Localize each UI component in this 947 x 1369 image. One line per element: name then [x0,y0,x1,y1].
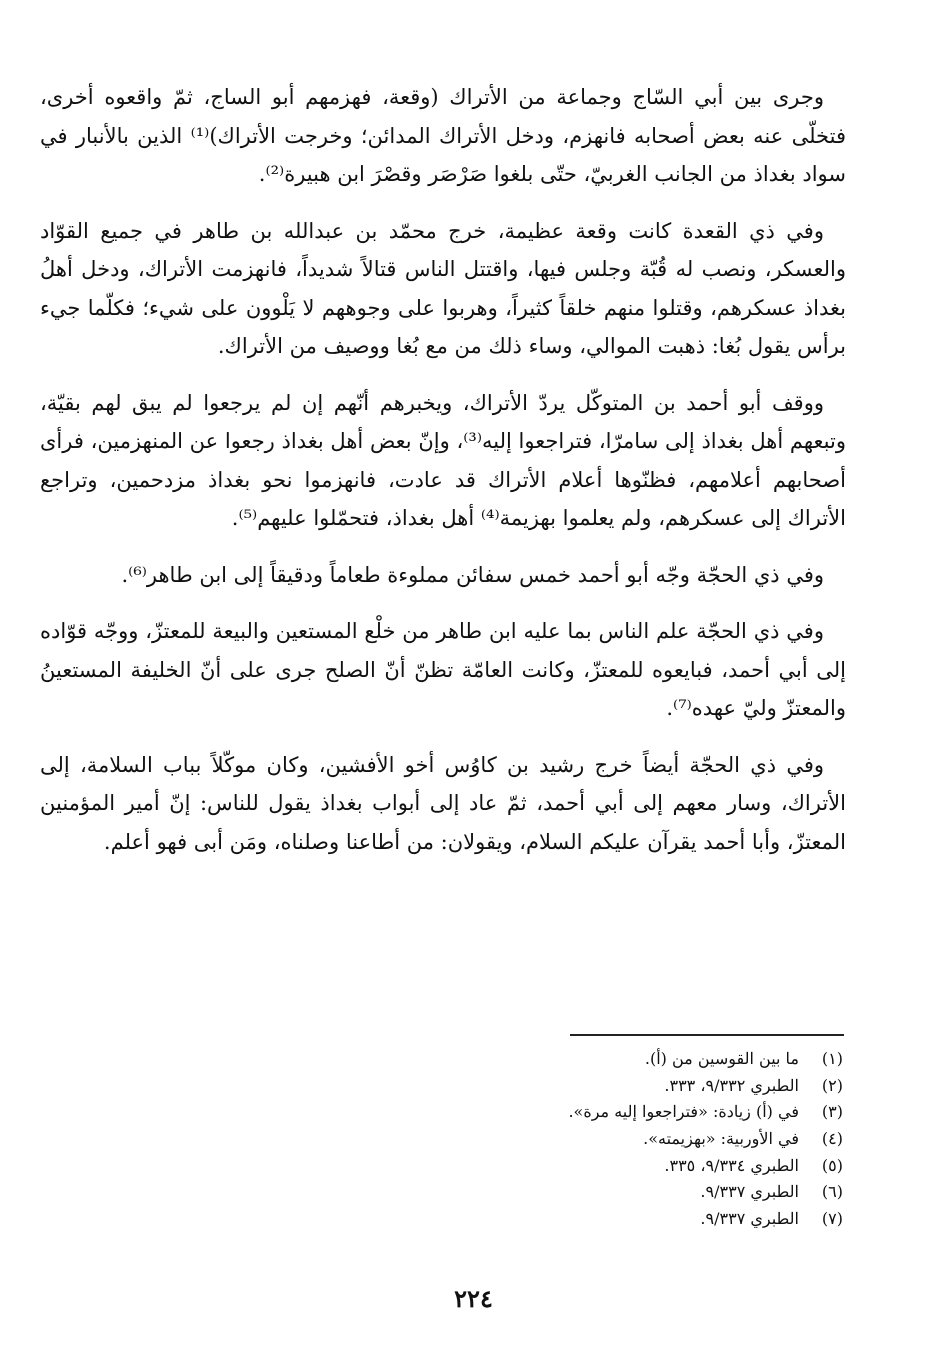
footnote [283,1046,843,1073]
footnote-number: (٢) [821,1075,843,1095]
paragraph: وجرى بين أبي السّاج وجماعة من الأتراك (وقعة، فهزمهم أبو الساج، ثمّ واقعوه أخرى، فتخلّى عنه بعض أصحابه فانهزم، ودخل الأتراك المدائن؛ وخرجت الأتراك)⁽¹⁾ الذين بالأنبار في سواد بغداذ من الجانب الغربيّ، حتّى بلغوا صَرْصَر وقصْرَ ابن هبيرة⁽²⁾. [40,85,846,186]
footnote-number: (٦) [821,1182,843,1202]
footnote-number: (١) [821,1049,843,1068]
footnote [283,1153,843,1180]
footnote-text: الطبري ٩/٣٣٧. [700,1209,799,1229]
paragraph: وفي ذي الحجّة علم الناس بما عليه ابن طاهر من خلْع المستعين والبيعة للمعتزّ، ووجّه قوّاده إلى أبي أحمد، فبايعوه للمعتزّ، وكانت العامّة تظنّ أنّ الصلح جرى على أنّ الخليفة المستعينُ والمعتزّ وليّ عهده⁽⁷⁾. [40,619,846,720]
paragraph: وفي ذي الحجّة وجّه أبو أحمد خمس سفائن مملوءة طعاماً ودقيقاً إلى ابن طاهر⁽⁶⁾. [121,562,824,587]
footnote-text: في الأوربية: «بهزيمته». [643,1129,799,1149]
footnote-text: الطبري ٩/٣٣٢، ٣٣٣. [664,1075,799,1095]
footnote [283,1179,843,1206]
footnote-number: (٤) [821,1129,843,1149]
footnote-number: (٧) [821,1209,843,1229]
footnote-text: الطبري ٩/٣٣٤، ٣٣٥. [664,1155,799,1175]
footnote-text: الطبري ٩/٣٣٧. [700,1182,799,1202]
main-text [40,78,846,879]
footnote-text: ما بين القوسين من (أ). [644,1049,799,1068]
page-number: ٢٢٤ [454,1284,493,1313]
paragraph: ووقف أبو أحمد بن المتوكّل يردّ الأتراك، ويخبرهم أنّهم إن لم يرجعوا لم يبق لهم بقيّة، وتبعهم أهل بغداذ إلى سامرّا، فتراجعوا إليه⁽³⁾، وإنّ بعض أهل بغداذ رجعوا عن المنهزمين، فرأى أصحابهم أعلامهم، فظنّوها أعلام الأتراك قد عادت، فانهزموا نحو بغداذ مزدحمين، وتراجع الأتراك إلى عسكرهم، ولم يعلموا بهزيمة⁽⁴⁾ أهل بغداذ، فتحمّلوا عليهم⁽⁵⁾. [40,390,846,530]
paragraph: وفي ذي الحجّة أيضاً خرج رشيد بن كاوُس أخو الأفشين، وكان موكّلاً بباب السلامة، إلى الأتراك، وسار معهم إلى أبي أحمد، ثمّ عاد إلى أبواب بغداذ يقول للناس: إنّ أمير المؤمنين المعتزّ، وأبا أحمد يقرآن عليكم السلام، ويقولان: من أطاعنا وصلناه، ومَن أبى فهو أعلم. [40,752,846,854]
footnote-text: في (أ) زيادة: «فتراجعوا إليه مرة». [568,1102,799,1122]
footnote-number: (٣) [821,1102,843,1122]
paragraph: وفي ذي القعدة كانت وقعة عظيمة، خرج محمّد بن عبدالله بن طاهر في جميع القوّاد والعسكر، ونصب له قُبّة وجلس فيها، واقتتل الناس قتالاً شديداً، فانهزمت الأتراك، ودخل أهلُ بغداذ عسكرهم، وقتلوا منهم خلقاً كثيراً، وهربوا على وجوههم لا يَلْوون على شيء؛ فكلّما جيء برأس يقول بُغا: ذهبت الموالي، وساء ذلك من مع بُغا ووصيف من الأتراك. [40,218,846,358]
footnote [283,1099,843,1126]
footnote-number: (٥) [821,1155,843,1175]
footnote [283,1126,843,1153]
footnote-divider [570,1034,844,1036]
footnotes-list [283,1046,843,1233]
footnote [283,1073,843,1100]
footnote [283,1206,843,1233]
